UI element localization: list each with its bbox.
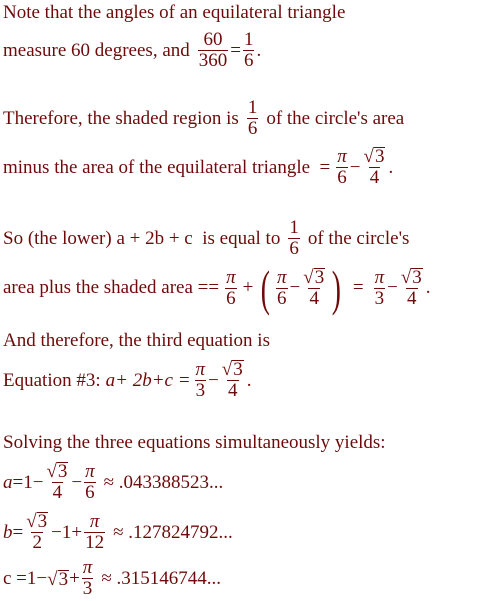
fraction-root3-4: √ 3 4 <box>363 146 385 188</box>
fraction-pi-3: $\frac{\pi}{3}$ <box>195 359 206 401</box>
left-paren: ( <box>261 260 271 316</box>
solution-a: a =1− √ 3 4 − $\frac{\pi}{6}$ ≈ .043388523... <box>3 461 224 503</box>
para1-line2: measure 60 degrees, and $\frac{60}{360}$ = $\frac{1}{6}$ . <box>3 29 262 71</box>
fraction-1-6: $\frac{1}{6}$ <box>243 29 254 71</box>
fraction-root3-2: √ 3 2 <box>26 511 48 553</box>
fraction-pi-6: $\frac{\pi}{6}$ <box>337 146 347 188</box>
para3-line1: So (the lower) a + 2b + c is equal to $\frac{1}{6}$ of the circle's <box>3 217 410 259</box>
fraction-root3-4: √ 3 4 <box>303 266 325 309</box>
fraction-1-6: $\frac{1}{6}$ <box>247 97 258 139</box>
right-paren: ) <box>331 260 342 316</box>
para5-line1: Solving the three equations simultaneously yields: <box>3 432 386 453</box>
para2-line1: Therefore, the shaded region is $\frac{1}{6}$ of the circle's area <box>3 97 405 139</box>
fraction-1-6: $\frac{1}{6}$ <box>289 217 299 259</box>
fraction-pi-6: $\frac{\pi}{6}$ <box>85 461 95 503</box>
para1-text-1: Note that the angles of an equilateral triangle <box>3 2 346 23</box>
para2-line2: minus the area of the equilateral triangle = $\frac{\pi}{6}$ − √ 3 4 . <box>3 146 394 188</box>
para1-text-2: measure 60 degrees, and <box>3 39 190 61</box>
para3-line2: area plus the shaded area == $\frac{\pi}{6}$ + ( $\frac{\pi}{6}$ − √ 3 4 ) = $\frac{\pi}{3}$ − √ 3 4 . <box>3 260 431 316</box>
fraction-root3-4: √ 3 4 <box>400 266 422 309</box>
fraction-60-360: $\frac{60}{360}$ <box>198 29 228 71</box>
fraction-pi-6: $\frac{\pi}{6}$ <box>226 266 236 309</box>
fraction-pi-3: $\frac{\pi}{3}$ <box>82 557 93 599</box>
para4-line1: And therefore, the third equation is <box>3 330 270 351</box>
para1-line1 <box>3 2 345 24</box>
sqrt-3: √ 3 <box>47 568 69 590</box>
fraction-pi-6: $\frac{\pi}{6}$ <box>277 266 287 309</box>
solution-c: c =1− √ 3 + $\frac{\pi}{3}$ ≈ .315146744... <box>3 557 221 599</box>
solution-b: b = √ 3 2 −1+ $\frac{\pi}{12}$ ≈ .127824792... <box>3 511 233 553</box>
fraction-root3-4: √ 3 4 <box>221 359 243 401</box>
fraction-pi-12: $\frac{\pi}{12}$ <box>85 511 105 553</box>
fraction-pi-3: $\frac{\pi}{3}$ <box>374 266 385 309</box>
fraction-root3-4: √ 3 4 <box>46 461 68 503</box>
equation-3: Equation #3: a+ 2b+c = $\frac{\pi}{3}$ − √ 3 4 . <box>3 359 252 401</box>
